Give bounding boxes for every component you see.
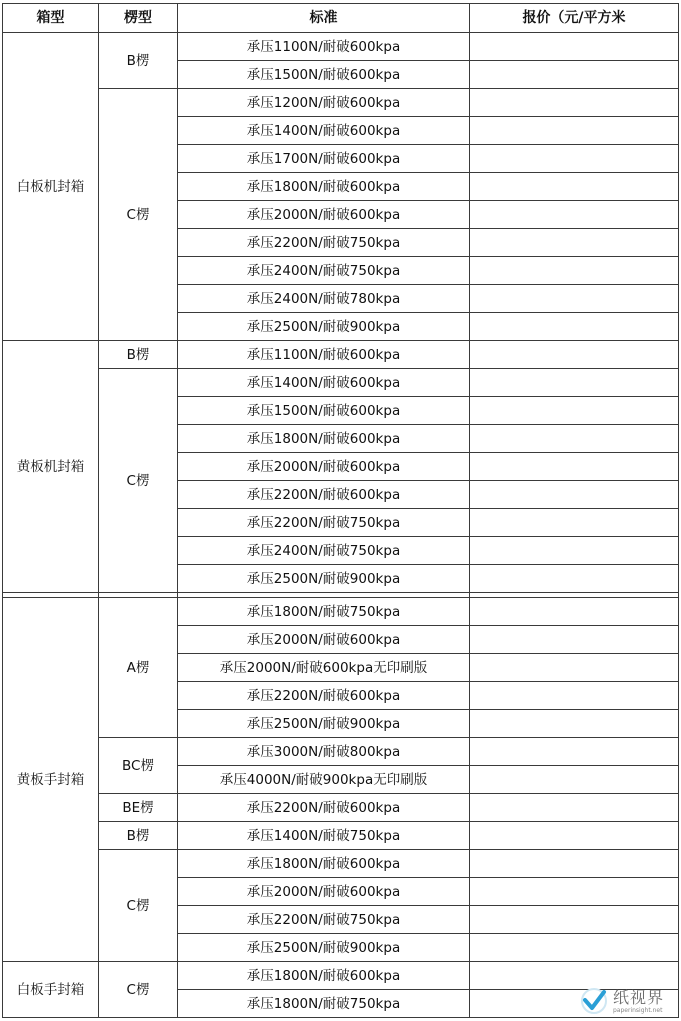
price-cell[interactable]: [470, 257, 679, 285]
standard-cell: 承压2000N/耐破600kpa: [178, 201, 470, 229]
watermark-logo-icon: [579, 986, 609, 1016]
price-cell[interactable]: [470, 173, 679, 201]
standard-cell: 承压2200N/耐破600kpa: [178, 682, 470, 710]
header-price: 报价（元/平方米: [470, 4, 679, 33]
flute-type-cell: C楞: [99, 850, 178, 962]
table-row: [3, 369, 679, 397]
price-cell[interactable]: [470, 285, 679, 313]
table-row: [3, 738, 679, 766]
standard-cell: 承压1500N/耐破600kpa: [178, 397, 470, 425]
price-cell[interactable]: [470, 878, 679, 906]
price-cell[interactable]: [470, 341, 679, 369]
standard-cell: 承压1400N/耐破600kpa: [178, 117, 470, 145]
flute-type-cell: B楞: [99, 341, 178, 369]
table-row: [3, 598, 679, 626]
price-cell[interactable]: [470, 906, 679, 934]
standard-cell: 承压1800N/耐破750kpa: [178, 598, 470, 626]
watermark-url: paperinsight.net: [613, 1007, 663, 1014]
box-type-cell: 白板手封箱: [3, 962, 99, 1018]
standard-cell: 承压2500N/耐破900kpa: [178, 934, 470, 962]
header-flute-type: 楞型: [99, 4, 178, 33]
price-cell[interactable]: [470, 229, 679, 257]
standard-cell: 承压4000N/耐破900kpa无印刷版: [178, 766, 470, 794]
price-table: [2, 3, 679, 1018]
standard-cell: 承压2000N/耐破600kpa: [178, 626, 470, 654]
header-row: [3, 4, 679, 33]
header-standard: 标准: [178, 4, 470, 33]
table-row: [3, 341, 679, 369]
price-cell[interactable]: [470, 710, 679, 738]
standard-cell: 承压1800N/耐破750kpa: [178, 990, 470, 1018]
price-cell[interactable]: [470, 794, 679, 822]
standard-cell: 承压2200N/耐破600kpa: [178, 481, 470, 509]
flute-type-cell: B楞: [99, 33, 178, 89]
price-cell[interactable]: [470, 509, 679, 537]
flute-type-cell: BE楞: [99, 794, 178, 822]
standard-cell: 承压1500N/耐破600kpa: [178, 61, 470, 89]
price-cell[interactable]: [470, 453, 679, 481]
watermark-text: 纸视界: [613, 988, 665, 1007]
price-cell[interactable]: [470, 145, 679, 173]
standard-cell: 承压2400N/耐破780kpa: [178, 285, 470, 313]
standard-cell: 承压3000N/耐破800kpa: [178, 738, 470, 766]
price-cell[interactable]: [470, 481, 679, 509]
standard-cell: 承压1100N/耐破600kpa: [178, 341, 470, 369]
price-cell[interactable]: [470, 89, 679, 117]
table-row: [3, 822, 679, 850]
table-row: [3, 794, 679, 822]
standard-cell: 承压1800N/耐破600kpa: [178, 850, 470, 878]
box-type-cell: 黄板机封箱: [3, 341, 99, 593]
standard-cell: 承压2000N/耐破600kpa无印刷版: [178, 654, 470, 682]
header-box-type: 箱型: [3, 4, 99, 33]
standard-cell: 承压2200N/耐破750kpa: [178, 229, 470, 257]
price-cell[interactable]: [470, 934, 679, 962]
standard-cell: 承压2400N/耐破750kpa: [178, 257, 470, 285]
flute-type-cell: C楞: [99, 962, 178, 1018]
standard-cell: 承压1100N/耐破600kpa: [178, 33, 470, 61]
standard-cell: 承压2200N/耐破750kpa: [178, 906, 470, 934]
price-cell[interactable]: [470, 850, 679, 878]
flute-type-cell: A楞: [99, 598, 178, 738]
standard-cell: 承压2400N/耐破750kpa: [178, 537, 470, 565]
price-cell[interactable]: [470, 682, 679, 710]
box-type-cell: 白板机封箱: [3, 33, 99, 341]
standard-cell: 承压2200N/耐破750kpa: [178, 509, 470, 537]
table-row: [3, 850, 679, 878]
price-cell[interactable]: [470, 201, 679, 229]
price-cell[interactable]: [470, 313, 679, 341]
price-cell[interactable]: [470, 565, 679, 593]
price-cell[interactable]: [470, 626, 679, 654]
price-cell[interactable]: [470, 33, 679, 61]
table-row: [3, 962, 679, 990]
price-cell[interactable]: [470, 822, 679, 850]
flute-type-cell: BC楞: [99, 738, 178, 794]
standard-cell: 承压1800N/耐破600kpa: [178, 962, 470, 990]
standard-cell: 承压1400N/耐破750kpa: [178, 822, 470, 850]
standard-cell: 承压2500N/耐破900kpa: [178, 710, 470, 738]
standard-cell: 承压1800N/耐破600kpa: [178, 425, 470, 453]
price-cell[interactable]: [470, 425, 679, 453]
table-body: [3, 33, 679, 1018]
table-row: [3, 89, 679, 117]
standard-cell: 承压2000N/耐破600kpa: [178, 453, 470, 481]
standard-cell: 承压1800N/耐破600kpa: [178, 173, 470, 201]
price-cell[interactable]: [470, 61, 679, 89]
flute-type-cell: C楞: [99, 369, 178, 593]
price-cell[interactable]: [470, 738, 679, 766]
flute-type-cell: C楞: [99, 89, 178, 341]
price-cell[interactable]: [470, 369, 679, 397]
flute-type-cell: B楞: [99, 822, 178, 850]
standard-cell: 承压1700N/耐破600kpa: [178, 145, 470, 173]
table-row: [3, 33, 679, 61]
price-cell[interactable]: [470, 766, 679, 794]
standard-cell: 承压2200N/耐破600kpa: [178, 794, 470, 822]
standard-cell: 承压2500N/耐破900kpa: [178, 313, 470, 341]
price-cell[interactable]: [470, 117, 679, 145]
box-type-cell: 黄板手封箱: [3, 598, 99, 962]
price-cell[interactable]: [470, 654, 679, 682]
watermark: [579, 985, 675, 1017]
standard-cell: 承压2000N/耐破600kpa: [178, 878, 470, 906]
price-cell[interactable]: [470, 397, 679, 425]
standard-cell: 承压1400N/耐破600kpa: [178, 369, 470, 397]
standard-cell: 承压2500N/耐破900kpa: [178, 565, 470, 593]
standard-cell: 承压1200N/耐破600kpa: [178, 89, 470, 117]
price-cell[interactable]: [470, 537, 679, 565]
price-cell[interactable]: [470, 598, 679, 626]
